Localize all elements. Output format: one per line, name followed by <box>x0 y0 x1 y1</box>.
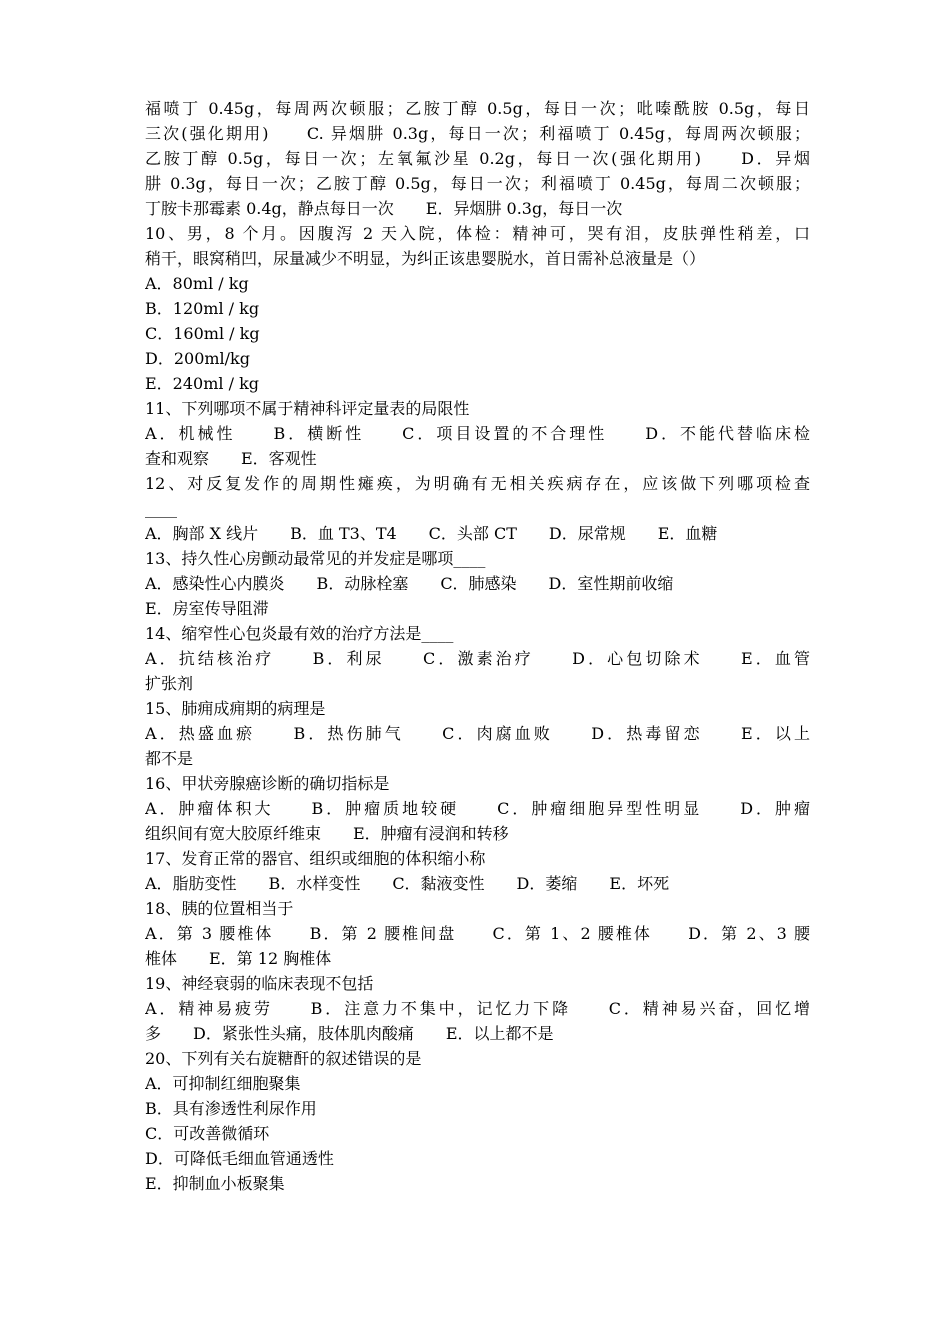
question-10-option-c: C．160ml / kg <box>145 324 260 343</box>
question-20-option-a: A．可抑制红细胞聚集 <box>145 1074 301 1093</box>
question-10-option-b: B．120ml / kg <box>145 299 260 318</box>
document-page <box>145 96 810 1196</box>
question-12-blank: ____ <box>145 499 177 518</box>
question-12-stem: 12、对反复发作的周期性瘫痪，为明确有无相关疾病存在，应该做下列哪项检查 <box>145 474 810 493</box>
question-20-option-d: D．可降低毛细血管通透性 <box>145 1149 334 1168</box>
question-12-options: A．胸部 X 线片 B．血 T3、T4 C．头部 CT D．尿常规 E．血糖 <box>145 524 718 543</box>
question-16-options: A．肿瘤体积大 B．肿瘤质地较硬 C．肿瘤细胞异型性明显 D．肿瘤 <box>145 799 810 818</box>
question-11-options-cont: 查和观察 E．客观性 <box>145 449 317 468</box>
text-line: 福喷丁 0.45g，每周两次顿服；乙胺丁醇 0.5g，每日一次；吡嗪酰胺 0.5g，每日 <box>145 99 810 118</box>
question-20-option-c: C．可改善微循环 <box>145 1124 270 1143</box>
question-11-stem: 11、下列哪项不属于精神科评定量表的局限性 <box>145 399 470 418</box>
question-14-options: A．抗结核治疗 B．利尿 C．激素治疗 D．心包切除术 E．血管 <box>145 649 810 668</box>
text-line: 乙胺丁醇 0.5g，每日一次；左氧氟沙星 0.2g，每日一次(强化期用) D．异烟 <box>145 149 810 168</box>
question-17-stem: 17、发育正常的器官、组织或细胞的体积缩小称 <box>145 849 486 868</box>
question-10-stem-cont: 稍干，眼窝稍凹，尿量减少不明显，为纠正该患婴脱水，首日需补总液量是（） <box>145 249 706 268</box>
question-17-options: A．脂肪变性 B．水样变性 C．黏液变性 D．萎缩 E．坏死 <box>145 874 670 893</box>
text-line: 丁胺卡那霉素 0.4g，静点每日一次 E．异烟肼 0.3g，每日一次 <box>145 199 623 218</box>
question-11-options: A．机械性 B．横断性 C．项目设置的不合理性 D．不能代替临床检 <box>145 424 810 443</box>
question-10-option-e: E．240ml / kg <box>145 374 260 393</box>
question-20-option-e: E．抑制血小板聚集 <box>145 1174 285 1193</box>
text-line: 肼 0.3g，每日一次；乙胺丁醇 0.5g，每日一次；利福喷丁 0.45g，每周二次顿服； <box>145 174 810 193</box>
text-line: 三次(强化期用) C. 异烟肼 0.3g，每日一次；利福喷丁 0.45g，每周两次顿服； <box>145 124 810 143</box>
question-14-options-cont: 扩张剂 <box>145 674 194 693</box>
question-20-option-b: B．具有渗透性利尿作用 <box>145 1099 317 1118</box>
question-18-options: A．第 3 腰椎体 B．第 2 腰椎间盘 C．第 1、2 腰椎体 D．第 2、3 腰 <box>145 924 810 943</box>
question-10-option-a: A．80ml / kg <box>145 274 249 293</box>
question-15-options-cont: 都不是 <box>145 749 194 768</box>
question-13-options: A．感染性心内膜炎 B．动脉栓塞 C．肺感染 D．室性期前收缩 <box>145 574 674 593</box>
question-19-options-cont: 多 D．紧张性头痛，肢体肌肉酸痛 E．以上都不是 <box>145 1024 554 1043</box>
question-19-options: A．精神易疲劳 B．注意力不集中，记忆力下降 C．精神易兴奋，回忆增 <box>145 999 810 1018</box>
question-18-stem: 18、胰的位置相当于 <box>145 899 294 918</box>
question-15-stem: 15、肺痈成痈期的病理是 <box>145 699 326 718</box>
question-19-stem: 19、神经衰弱的临床表现不包括 <box>145 974 374 993</box>
question-16-stem: 16、甲状旁腺癌诊断的确切指标是 <box>145 774 390 793</box>
question-16-options-cont: 组织间有宽大胶原纤维束 E．肿瘤有浸润和转移 <box>145 824 509 843</box>
question-13-stem: 13、持久性心房颤动最常见的并发症是哪项____ <box>145 549 486 568</box>
question-10-option-d: D．200ml/kg <box>145 349 250 368</box>
question-13-options-cont: E．房室传导阻滞 <box>145 599 269 618</box>
question-20-stem: 20、下列有关右旋糖酐的叙述错误的是 <box>145 1049 422 1068</box>
question-15-options: A．热盛血瘀 B．热伤肺气 C．肉腐血败 D．热毒留恋 E．以上 <box>145 724 810 743</box>
question-10-stem: 10、男，8 个月。因腹泻 2 天入院，体检：精神可，哭有泪，皮肤弹性稍差，口 <box>145 224 810 243</box>
question-18-options-cont: 椎体 E．第 12 胸椎体 <box>145 949 332 968</box>
question-14-stem: 14、缩窄性心包炎最有效的治疗方法是____ <box>145 624 454 643</box>
